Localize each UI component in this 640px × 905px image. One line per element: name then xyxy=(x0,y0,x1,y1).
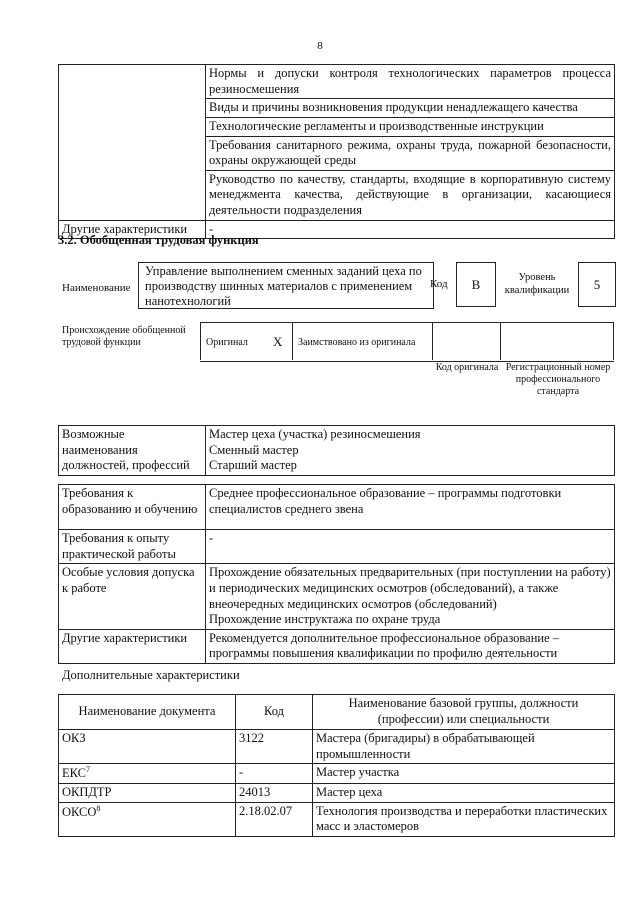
table-row xyxy=(59,426,615,476)
requirement-value: Рекомендуется дополнительное профессиональное образование – программы повышения квалификации по профилю деятельности xyxy=(206,629,615,663)
other-characteristics-value: - xyxy=(206,220,615,239)
knowledge-table xyxy=(58,64,615,239)
borrowed-label: Заимствовано из оригинала xyxy=(298,337,416,348)
name-cell: Мастер цеха xyxy=(313,784,615,803)
doc-cell xyxy=(59,802,236,836)
original-mark: X xyxy=(273,334,283,349)
table-row xyxy=(59,629,615,663)
position-item: Мастер цеха (участка) резиносмешения xyxy=(209,427,421,441)
requirements-table xyxy=(58,484,615,664)
footnote-mark: 8 xyxy=(96,803,101,813)
origin-divider xyxy=(613,322,614,360)
name-cell: Мастер участка xyxy=(313,764,615,784)
table-row xyxy=(59,730,615,764)
qualification-level: 5 xyxy=(578,262,616,307)
knowledge-item: Технологические регламенты и производственные инструкции xyxy=(206,117,615,136)
origin-row xyxy=(200,322,614,362)
table-row xyxy=(59,784,615,803)
table-row xyxy=(59,485,615,530)
name-cell: Технология производства и переработки пластических масс и эластомеров xyxy=(313,802,615,836)
knowledge-item: Руководство по качеству, стандарты, входящие в корпоративную систему менеджмента качества, действующие в организации, касающиеся деятельности подразделения xyxy=(206,170,615,220)
doc-cell xyxy=(59,730,236,764)
page-number: 8 xyxy=(317,40,323,52)
function-name: Управление выполнением сменных заданий цеха по производству шинных материалов с применением нанотехнологий xyxy=(138,262,434,309)
name-label: Наименование xyxy=(62,282,131,294)
extra-table xyxy=(58,694,615,837)
knowledge-item: Нормы и допуски контроля технологических параметров процесса резиносмешения xyxy=(206,65,615,99)
requirement-value: - xyxy=(206,530,615,564)
code-label: Код xyxy=(430,278,448,290)
function-code: B xyxy=(456,262,496,307)
table-row xyxy=(59,802,615,836)
requirement-value xyxy=(206,564,615,630)
origin-divider xyxy=(292,322,293,360)
reg-number-caption: Регистрационный номер профессионального стандарта xyxy=(505,362,611,397)
requirement-text: Прохождение инструктажа по охране труда xyxy=(209,612,441,627)
name-cell: Мастера (бригадиры) в обрабатывающей промышленности xyxy=(313,730,615,764)
doc-name: ОКЗ xyxy=(62,731,86,745)
header-name: Наименование базовой группы, должности (профессии) или специальности xyxy=(313,695,615,730)
requirement-label: Особые условия допуска к работе xyxy=(59,564,206,630)
table-header-row xyxy=(59,695,615,730)
positions-values xyxy=(206,426,615,476)
positions-label: Возможные наименования должностей, профессий xyxy=(59,426,206,476)
doc-name: ОКСО xyxy=(62,804,97,819)
table-row xyxy=(59,564,615,630)
header-code: Код xyxy=(236,695,313,730)
origin-divider xyxy=(500,322,501,360)
origin-divider xyxy=(432,322,433,360)
knowledge-item: Требования санитарного режима, охраны труда, пожарной безопасности, охраны окружающей среды xyxy=(206,136,615,170)
knowledge-item: Виды и причины возникновения продукции ненадлежащего качества xyxy=(206,99,615,118)
doc-name: ОКПДТР xyxy=(62,785,112,800)
code-cell: 3122 xyxy=(236,730,313,764)
doc-name: ЕКС xyxy=(62,766,86,781)
requirement-label: Другие характеристики xyxy=(59,629,206,663)
code-cell: - xyxy=(236,764,313,784)
positions-table xyxy=(58,425,615,476)
section-title: 3.2. Обобщенная трудовая функция xyxy=(58,233,259,247)
doc-cell xyxy=(59,784,236,803)
position-item: Старший мастер xyxy=(209,458,297,473)
table-row xyxy=(59,764,615,784)
origin-label: Происхождение обобщенной трудовой функции xyxy=(62,325,186,348)
extra-title: Дополнительные характеристики xyxy=(62,668,240,682)
requirement-text: Прохождение обязательных предварительных (при поступлении на работу) и периодических медицинских осмотров (обследований), а также внеочередных медицинских осмотров (обследований) xyxy=(209,565,611,611)
position-item: Сменный мастер xyxy=(209,442,299,457)
footnote-mark: 7 xyxy=(86,765,90,775)
origin-divider xyxy=(200,322,201,360)
requirement-label: Требования к образованию и обучению xyxy=(59,485,206,530)
other-characteristics-label: Другие характеристики xyxy=(59,220,206,239)
doc-cell xyxy=(59,764,236,784)
table-row xyxy=(59,530,615,564)
requirement-value: Среднее профессиональное образование – программы подготовки специалистов среднего звена xyxy=(206,485,615,530)
code-original-caption: Код оригинала xyxy=(435,362,499,373)
header-doc: Наименование документа xyxy=(59,695,236,730)
table-cell-empty xyxy=(59,65,206,221)
table-row xyxy=(59,65,615,99)
level-label: Уровень квалификации xyxy=(504,272,570,296)
original-label: Оригинал xyxy=(206,337,248,348)
code-cell: 24013 xyxy=(236,784,313,803)
code-cell: 2.18.02.07 xyxy=(236,802,313,836)
requirement-label: Требования к опыту практической работы xyxy=(59,530,206,564)
